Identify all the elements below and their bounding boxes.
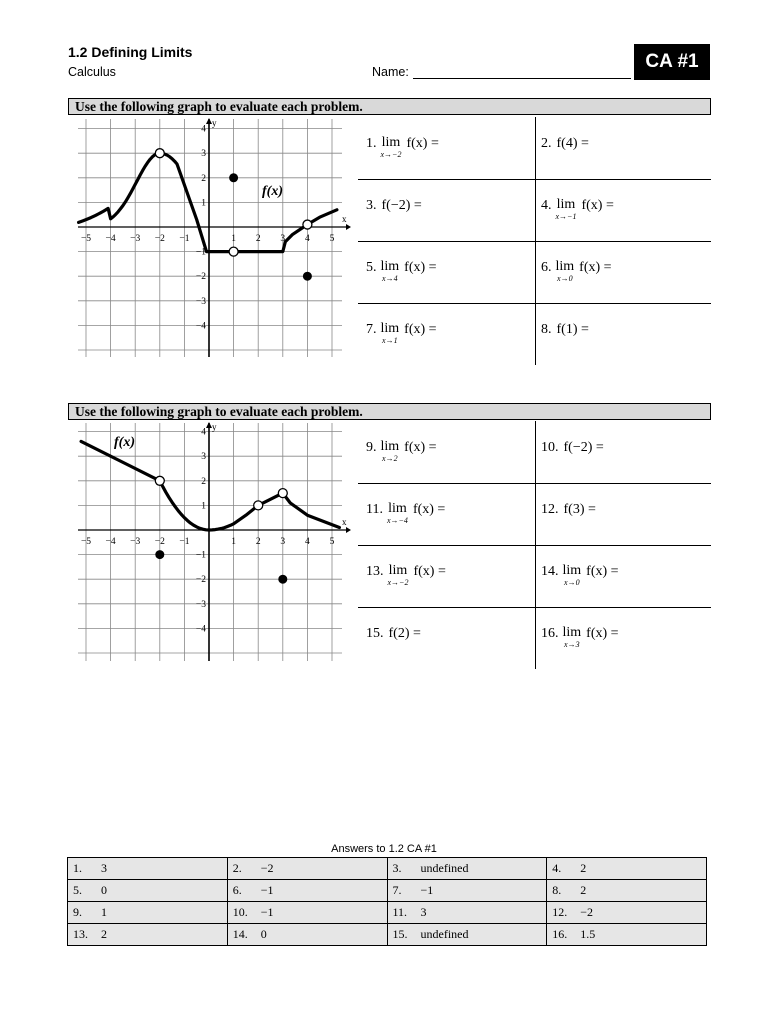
- y-tick-label: 2: [201, 476, 206, 487]
- section-1-instruction: Use the following graph to evaluate each problem.: [68, 98, 711, 115]
- answer-value: 0: [101, 883, 107, 897]
- problem-expression: f(x) =: [579, 260, 612, 275]
- y-tick-label: −1: [195, 550, 206, 561]
- y-tick-label: −4: [195, 624, 206, 635]
- function-label: f(x): [114, 435, 135, 450]
- section-2-instruction: Use the following graph to evaluate each problem.: [68, 403, 711, 420]
- answer-cell: [68, 880, 228, 902]
- y-tick-label: −4: [195, 321, 206, 332]
- answer-number: 13.: [73, 927, 88, 941]
- problem-number: 5.: [366, 260, 377, 275]
- problem-number: 3.: [366, 198, 377, 213]
- y-tick-label: 2: [201, 173, 206, 184]
- problem-row-divider: [358, 303, 711, 304]
- answer-value: −2: [580, 905, 594, 919]
- answer-cell: [547, 902, 707, 924]
- function-curve: [283, 493, 340, 527]
- limit-approach: x→1: [382, 336, 398, 345]
- answer-cell: [387, 902, 547, 924]
- problem-number: 13.: [366, 564, 384, 579]
- problem-4: [541, 198, 614, 221]
- answer-number: 3.: [392, 861, 402, 875]
- x-tick-label: 5: [329, 537, 335, 547]
- problem-number: 11.: [366, 502, 383, 517]
- problem-2: [541, 136, 589, 152]
- problem-expression: f(x) =: [406, 136, 439, 151]
- problem-3: [366, 198, 422, 214]
- x-tick-label: −3: [130, 537, 141, 547]
- worksheet-title: 1.2 Defining Limits: [68, 44, 193, 60]
- answer-number: 9.: [73, 905, 82, 919]
- answer-cell: [227, 858, 387, 880]
- limit-approach: x→−1: [555, 212, 577, 221]
- open-point: [254, 501, 263, 510]
- problem-expression: f(x) =: [586, 626, 619, 641]
- x-tick-label: 1: [231, 234, 236, 244]
- open-point: [155, 476, 164, 485]
- open-point: [229, 247, 238, 256]
- problem-expression: f(x) =: [404, 260, 437, 275]
- x-tick-label: −4: [105, 234, 116, 244]
- problem-row-divider: [358, 483, 711, 484]
- problem-number: 16.: [541, 626, 559, 641]
- closed-point: [229, 173, 238, 182]
- problem-expression: f(x) =: [586, 564, 619, 579]
- lim-operator: lim: [381, 135, 401, 150]
- problem-number: 15.: [366, 626, 384, 641]
- answer-cell: [547, 880, 707, 902]
- problem-10: [541, 440, 604, 456]
- answer-number: 2.: [232, 861, 242, 875]
- y-tick-label: 4: [201, 124, 206, 135]
- y-tick-label: −2: [195, 272, 206, 283]
- problem-14: [541, 564, 619, 587]
- answer-number: 8.: [552, 883, 562, 897]
- answers-row: [68, 902, 707, 924]
- answer-number: 16.: [552, 927, 568, 941]
- problem-expression: f(x) =: [412, 502, 446, 517]
- assignment-badge: CA #1: [634, 44, 710, 80]
- answer-value: undefined: [420, 927, 469, 941]
- problem-expression: f(1) =: [556, 322, 589, 337]
- answer-cell: [227, 902, 387, 924]
- x-tick-label: −5: [80, 234, 92, 244]
- problem-row-divider: [358, 545, 711, 546]
- y-tick-label: 4: [201, 427, 206, 438]
- answer-number: 6.: [232, 883, 242, 897]
- closed-point: [155, 550, 164, 559]
- problem-12: [541, 502, 596, 518]
- problem-row-divider: [358, 241, 711, 242]
- problem-row-divider: [358, 607, 711, 608]
- x-tick-label: −2: [154, 234, 165, 244]
- answer-number: 14.: [232, 927, 248, 941]
- problem-grid-2: [358, 421, 711, 671]
- problem-number: 9.: [366, 440, 377, 455]
- y-tick-label: 3: [201, 149, 206, 160]
- problem-expression: f(4) =: [556, 136, 589, 151]
- problem-number: 12.: [541, 502, 559, 517]
- problem-expression: f(2) =: [388, 626, 421, 641]
- open-point: [155, 149, 164, 158]
- problem-grid-1: [358, 117, 711, 367]
- answer-value: 3: [101, 861, 107, 875]
- answer-cell: [387, 880, 547, 902]
- problem-number: 1.: [366, 136, 377, 151]
- x-tick-label: −1: [179, 537, 190, 547]
- x-tick-label: −2: [154, 537, 165, 547]
- y-tick-label: −2: [195, 575, 206, 586]
- x-tick-label: 4: [305, 537, 310, 547]
- name-line: [413, 78, 631, 79]
- y-tick-label: 3: [201, 452, 206, 463]
- function-label: f(x): [262, 184, 283, 199]
- problem-16: [541, 626, 619, 649]
- x-tick-label: −3: [130, 234, 141, 244]
- problem-7: [366, 322, 437, 345]
- problem-6: [541, 260, 612, 283]
- function-curve: [234, 225, 308, 252]
- problem-expression: f(−2) =: [563, 440, 604, 455]
- y-tick-label: 1: [201, 501, 206, 512]
- problem-expression: f(−2) =: [381, 198, 422, 213]
- lim-operator: lim: [380, 321, 400, 336]
- lim-operator: lim: [555, 259, 575, 274]
- answers-caption: Answers to 1.2 CA #1: [331, 843, 437, 855]
- grid-lines: [78, 119, 342, 357]
- y-axis-label: y: [212, 118, 217, 128]
- limit-approach: x→−2: [387, 578, 409, 587]
- course-name: Calculus: [68, 65, 116, 79]
- problem-11: [366, 502, 445, 525]
- limit-approach: x→3: [564, 640, 580, 649]
- answer-cell: [227, 924, 387, 946]
- x-tick-label: −4: [105, 537, 116, 547]
- answer-value: 1.5: [580, 927, 596, 941]
- x-axis-label: x: [342, 517, 347, 527]
- problem-number: 6.: [541, 260, 552, 275]
- answer-number: 15.: [392, 927, 408, 941]
- x-tick-label: 1: [231, 537, 236, 547]
- answer-cell: [547, 924, 707, 946]
- graph-1: [76, 117, 352, 359]
- answer-value: −1: [260, 883, 274, 897]
- lim-operator: lim: [562, 563, 582, 578]
- lim-operator: lim: [380, 439, 400, 454]
- answer-value: undefined: [420, 861, 469, 875]
- lim-operator: lim: [380, 259, 400, 274]
- problem-15: [366, 626, 421, 642]
- x-tick-label: 4: [305, 234, 310, 244]
- limit-approach: x→0: [557, 274, 573, 283]
- name-label: Name:: [372, 65, 409, 79]
- problem-row-divider: [358, 179, 711, 180]
- answer-cell: [387, 924, 547, 946]
- answer-cell: [68, 924, 228, 946]
- problem-expression: f(3) =: [563, 502, 596, 517]
- answer-value: −1: [420, 883, 434, 897]
- limit-approach: x→2: [382, 454, 398, 463]
- limit-approach: x→0: [564, 578, 580, 587]
- answers-row: [68, 880, 707, 902]
- answer-cell: [227, 880, 387, 902]
- answer-number: 1.: [73, 861, 82, 875]
- problem-number: 2.: [541, 136, 552, 151]
- answer-value: 3: [420, 905, 427, 919]
- answers-row: [68, 924, 707, 946]
- open-point: [303, 220, 312, 229]
- answer-number: 5.: [73, 883, 82, 897]
- problem-1: [366, 136, 439, 159]
- graph-2: [76, 421, 352, 663]
- answer-cell: [387, 858, 547, 880]
- problem-13: [366, 564, 446, 587]
- answer-value: 2: [101, 927, 107, 941]
- lim-operator: lim: [388, 501, 407, 516]
- answer-cell: [547, 858, 707, 880]
- lim-operator: lim: [556, 197, 576, 212]
- answer-value: 2: [580, 883, 587, 897]
- y-tick-label: 1: [201, 198, 206, 209]
- problem-expression: f(x) =: [581, 198, 614, 213]
- problem-8: [541, 322, 589, 338]
- y-tick-label: −1: [195, 247, 206, 258]
- answer-value: 1: [101, 905, 107, 919]
- x-tick-label: 5: [329, 234, 335, 244]
- answer-number: 10.: [232, 905, 248, 919]
- answer-number: 7.: [392, 883, 402, 897]
- problem-number: 7.: [366, 322, 377, 337]
- y-axis-label: y: [212, 422, 217, 432]
- problem-expression: f(x) =: [404, 322, 437, 337]
- x-axis-arrow: [346, 527, 351, 533]
- problem-expression: f(x) =: [404, 440, 437, 455]
- x-tick-label: −1: [179, 234, 190, 244]
- lim-operator: lim: [562, 625, 582, 640]
- limit-approach: x→4: [382, 274, 398, 283]
- x-tick-label: 2: [255, 234, 261, 244]
- answer-value: −1: [260, 905, 274, 919]
- y-tick-label: −3: [195, 296, 206, 307]
- x-axis-label: x: [342, 214, 347, 224]
- answer-number: 4.: [552, 861, 562, 875]
- problem-number: 10.: [541, 440, 559, 455]
- closed-point: [303, 272, 312, 281]
- answer-value: −2: [260, 861, 274, 875]
- answer-cell: [68, 858, 228, 880]
- answer-number: 12.: [552, 905, 568, 919]
- x-tick-label: 3: [280, 537, 286, 547]
- x-tick-label: −5: [80, 537, 92, 547]
- answers-table: [67, 857, 707, 946]
- problem-number: 14.: [541, 564, 559, 579]
- lim-operator: lim: [388, 563, 408, 578]
- x-axis-arrow: [346, 224, 351, 230]
- problem-number: 4.: [541, 198, 552, 213]
- limit-approach: x→−2: [380, 150, 402, 159]
- answers-row: [68, 858, 707, 880]
- answer-number: 11.: [392, 905, 408, 919]
- limit-approach: x→−4: [386, 516, 408, 525]
- closed-point: [278, 575, 287, 584]
- answer-value: 2: [580, 861, 587, 875]
- problem-9: [366, 440, 437, 463]
- problem-expression: f(x) =: [413, 564, 446, 579]
- problem-number: 8.: [541, 322, 552, 337]
- x-tick-label: 3: [280, 234, 286, 244]
- open-point: [278, 489, 287, 498]
- answer-value: 0: [260, 927, 267, 941]
- answer-cell: [68, 902, 228, 924]
- problem-5: [366, 260, 437, 283]
- x-tick-label: 2: [255, 537, 261, 547]
- y-tick-label: −3: [195, 599, 206, 610]
